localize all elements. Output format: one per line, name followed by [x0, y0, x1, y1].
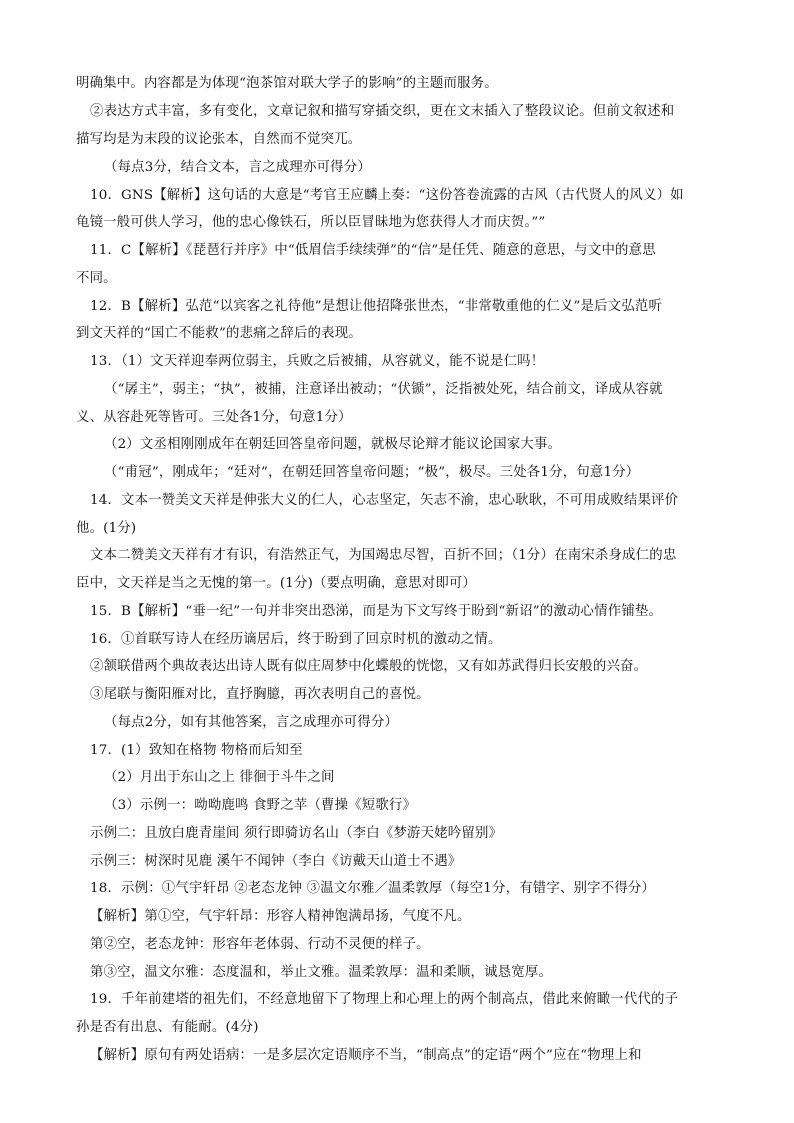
- text-line: 12．B【解析】弘范“以宾客之礼待他”是想让他招降张世杰，“非常敬重他的仁义”是后文弘范听: [90, 299, 663, 314]
- text-line: （每点3分，结合文本，言之成理亦可得分）: [104, 160, 371, 175]
- text-line: 文本二赞美文天祥有才有识，有浩然正气，为国竭忠尽智，百折不回；（1分）在南宋杀身成仁的忠: [90, 548, 677, 563]
- text-line: 他。(1分): [76, 521, 137, 536]
- text-line: ②表达方式丰富，多有变化，文章记叙和描写穿插交织，更在文末插入了整段议论。但前文叙述和: [90, 104, 675, 119]
- text-line: 不同。: [76, 271, 117, 286]
- text-line: 龟镜一般可供人学习，他的忠心像铁石，所以臣冒昧地为您获得人才而庆贺。””: [76, 215, 546, 230]
- text-line: 明确集中。内容都是为体现“泡茶馆对联大学子的影响”的主题而服务。: [76, 76, 498, 91]
- text-line: 11．C【解析】《琵琶行并序》中“低眉信手续续弹”的“信”是任凭、随意的意思，与文中的意思: [90, 243, 656, 258]
- text-line: 17．(1）致知在格物 物格而后知至: [90, 743, 303, 758]
- text-line: 到文天祥的“国亡不能救”的悲痛之辞后的表现。: [76, 326, 362, 341]
- text-line: 示例三：树深时见鹿 溪午不闻钟（李白《访戴天山道士不遇》: [90, 854, 462, 869]
- text-line: 孙是否有出息、有能耐。(4分): [76, 1020, 259, 1035]
- text-line: （“孱主”，弱主；“执”，被捕，注意译出被动；“伏锧”，泛指被处死，结合前文，译成从容就: [104, 382, 663, 397]
- text-line: 示例二：且放白鹿青崖间 须行即骑访名山（李白《梦游天姥吟留别》: [90, 826, 503, 841]
- text-line: 第②空，老态龙钟：形容年老体弱、行动不灵便的样子。: [90, 937, 430, 952]
- text-line: 第③空，温文尔雅：态度温和，举止文雅。温柔敦厚：温和柔顺，诚恳宽厚。: [90, 965, 553, 980]
- text-line: ②颔联借两个典故表达出诗人既有似庄周梦中化蝶般的恍惚，又有如苏武得归长安般的兴奋。: [90, 659, 648, 674]
- text-line: （2）月出于东山之上 徘徊于斗牛之间: [104, 770, 335, 785]
- text-line: 描写均是为末段的议论张本，自然而不觉突兀。: [76, 132, 362, 147]
- text-line: 10．GNS【解析】这句话的大意是“考官王应麟上奏：“这份答卷流露的古风（古代贤人的风义）如: [90, 188, 684, 203]
- text-line: （2）文丞相刚刚成年在朝廷回答皇帝问题，就极尽论辩才能议论国家大事。: [104, 437, 562, 452]
- text-line: 18．示例：①气宇轩昂 ②老态龙钟 ③温文尔雅／温柔敦厚（每空1分，有错字、别字不得分）: [90, 881, 656, 896]
- text-line: （每点2分，如有其他答案，言之成理亦可得分）: [104, 715, 399, 730]
- text-line: 13．（1）文天祥迎奉两位弱主，兵败之后被捕，从容就义，能不说是仁吗！: [90, 354, 545, 369]
- text-line: 14．文本一赞美文天祥是伸张大义的仁人，心志坚定，矢志不渝，忠心耿耿，不可用成败结果评价: [90, 493, 679, 508]
- text-line: 16．①首联写诗人在经历谪居后，终于盼到了回京时机的激动之情。: [90, 632, 502, 647]
- text-line: 义、从容赴死等皆可。三处各1分，句意1分）: [76, 410, 352, 425]
- text-line: （“甫冠”，刚成年；“廷对”，在朝廷回答皇帝问题；“极”，极尽。三处各1分，句意1分）: [104, 465, 640, 480]
- text-line: 15．B【解析】“垂一纪”一句并非突出恐涕，而是为下文写终于盼到“新诏”的激动心情作铺垫。: [90, 604, 663, 619]
- text-line: 【解析】原句有两处语病：一是多层次定语顺序不当，“制高点”的定语“两个”应在“物理上和: [90, 1048, 642, 1063]
- text-line: 【解析】第①空，气宇轩昂：形容人精神饱满昂扬，气度不凡。: [90, 909, 471, 924]
- text-line: ③尾联与衡阳雁对比，直抒胸臆，再次表明自己的喜悦。: [90, 687, 430, 702]
- text-line: 19．千年前建塔的祖先们，不经意地留下了物理上和心理上的两个制高点，借此来俯瞰一代代的子: [90, 992, 679, 1007]
- text-line: （3）示例一：呦呦鹿鸣 食野之苹（曹操《短歌行》: [104, 798, 417, 813]
- text-line: 臣中，文天祥是当之无愧的第一。(1分)（要点明确，意思对即可）: [76, 576, 477, 591]
